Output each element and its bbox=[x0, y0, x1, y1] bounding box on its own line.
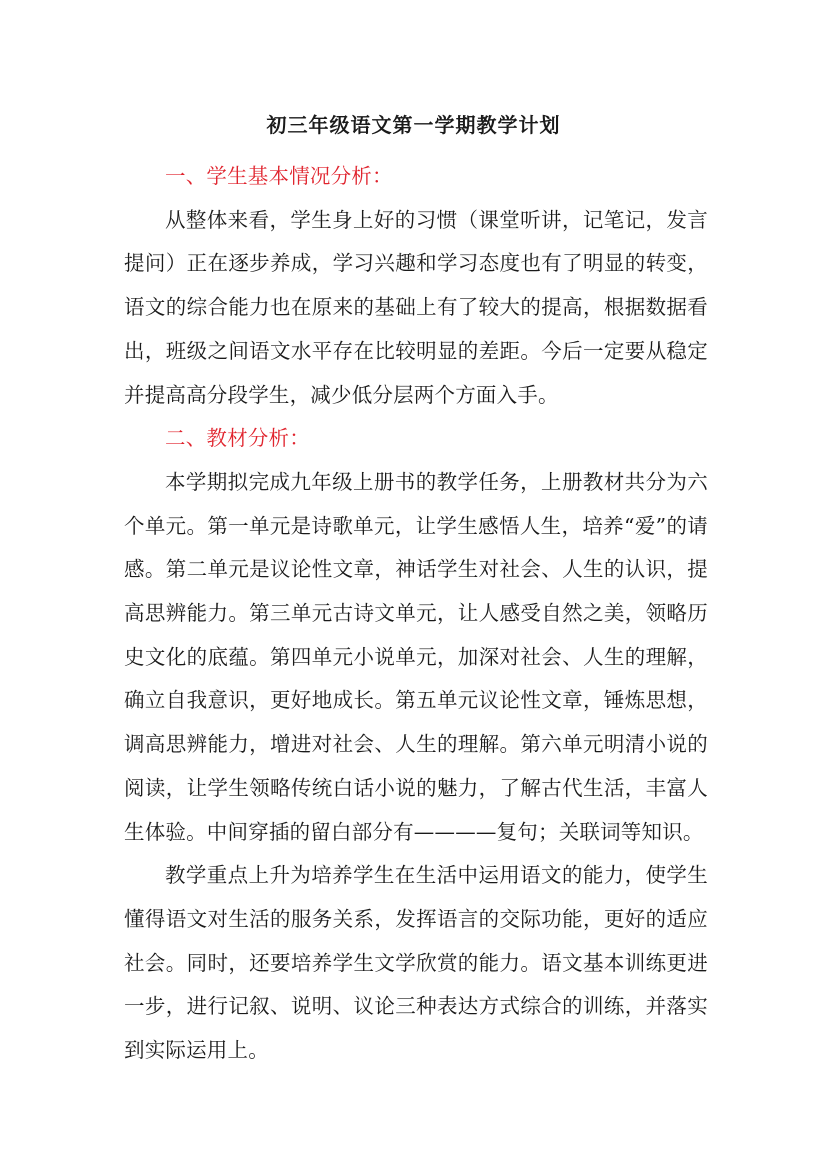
section-textbook-analysis bbox=[124, 417, 708, 1073]
section-student-analysis bbox=[124, 155, 708, 417]
document-title: 初三年级语文第一学期教学计划 bbox=[266, 113, 561, 137]
section-heading: 一、学生基本情况分析： bbox=[165, 164, 393, 188]
body-paragraph: 从整体来看，学生身上好的习惯（课堂听讲，记笔记，发言提问）正在逐步养成，学习兴趣和学习态度也有了明显的转变，语文的综合能力也在原来的基础上有了较大的提高，根据数据看出，班级之间语文水平存在比较明显的差距。今后一定要从稳定并提高高分段学生，减少低分层两个方面入手。 bbox=[124, 207, 708, 407]
document-body bbox=[124, 155, 708, 1073]
body-paragraph: 本学期拟完成九年级上册书的教学任务，上册教材共分为六个单元。第一单元是诗歌单元，让学生感悟人生，培养“爱”的请感。第二单元是议论性文章，神话学生对社会、人生的认识，提高思辨能力。第三单元古诗文单元，让人感受自然之美，领略历史文化的底蕴。第四单元小说单元，加深对社会、人生的理解，确立自我意识，更好地成长。第五单元议论性文章，锤炼思想，调高思辨能力，增进对社会、人生的理解。第六单元明清小说的阅读，让学生领略传统白话小说的魅力，了解古代生活，丰富人生体验。中间穿插的留白部分有————复句；关联词等知识。 bbox=[124, 469, 708, 844]
body-paragraph: 教学重点上升为培养学生在生活中运用语文的能力，使学生懂得语文对生活的服务关系，发挥语言的交际功能，更好的适应社会。同时，还要培养学生文学欣赏的能力。语文基本训练更进一步，进行记叙、说明、议论三种表达方式综合的训练，并落实到实际运用上。 bbox=[124, 863, 708, 1063]
section-heading: 二、教材分析： bbox=[165, 426, 310, 451]
